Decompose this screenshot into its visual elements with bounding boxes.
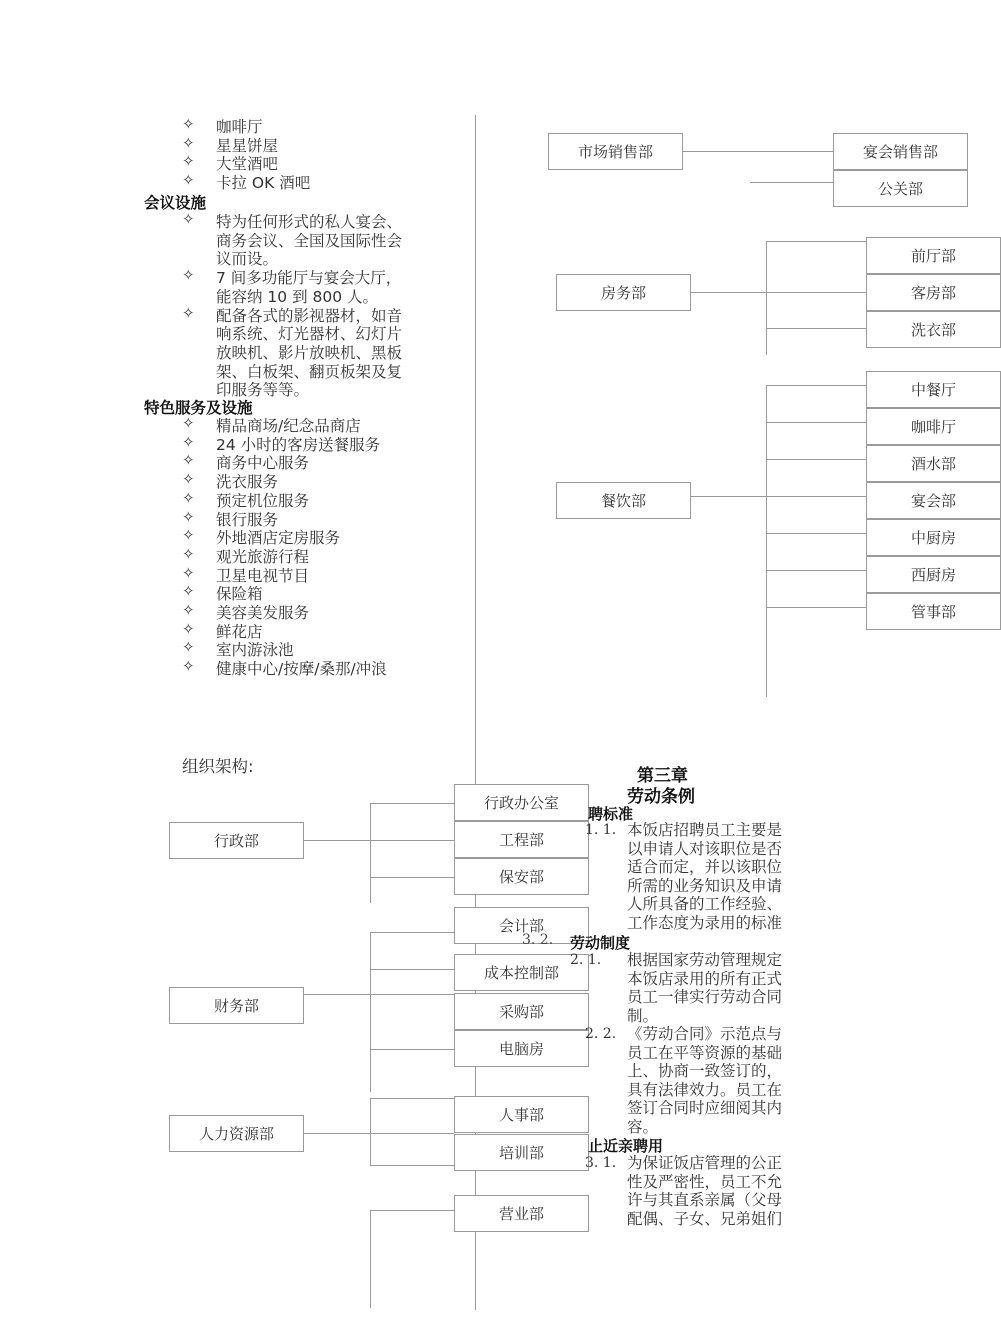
chapter-title: 劳动条例 bbox=[627, 787, 695, 807]
paragraph-line: 性及严密性，员工不允 bbox=[627, 1172, 783, 1191]
connector bbox=[683, 151, 833, 152]
org-box-personnel: 人事部 bbox=[454, 1096, 589, 1133]
connector bbox=[766, 422, 866, 423]
bullet-text: 商务中心服务 bbox=[216, 454, 310, 473]
bullet-icon: ✧ bbox=[182, 507, 195, 526]
org-box-marketing: 市场销售部 bbox=[548, 133, 683, 170]
connector bbox=[766, 607, 866, 608]
org-box-admin: 行政部 bbox=[169, 822, 304, 859]
section-heading-recruit: 聘标准 bbox=[588, 805, 634, 823]
connector bbox=[370, 1098, 371, 1166]
org-box-purchasing: 采购部 bbox=[454, 993, 589, 1030]
org-box-admin-office: 行政办公室 bbox=[454, 784, 589, 821]
org-box-security: 保安部 bbox=[454, 858, 589, 895]
bullet-text: 银行服务 bbox=[216, 510, 279, 529]
connector bbox=[370, 932, 454, 933]
org-box-laundry: 洗衣部 bbox=[866, 311, 1001, 348]
item-number: 3. 1. bbox=[585, 1155, 617, 1171]
bullet-text: 配备各式的影视器材，如音 bbox=[216, 306, 403, 325]
section-heading-special: 特色服务及设施 bbox=[144, 399, 253, 417]
bullet-text: 洗衣服务 bbox=[216, 473, 279, 492]
paragraph-line: 本饭店录用的所有正式 bbox=[627, 969, 783, 988]
paragraph-recruit bbox=[627, 821, 782, 932]
connector bbox=[766, 241, 767, 355]
connector bbox=[370, 803, 454, 804]
section-number: 3. 2. bbox=[522, 932, 554, 948]
bullet-icon: ✧ bbox=[182, 657, 195, 676]
connector bbox=[370, 877, 454, 878]
paragraph-labor-2 bbox=[627, 1025, 782, 1136]
connector bbox=[370, 1165, 454, 1166]
bullet-text: 大堂酒吧 bbox=[216, 155, 279, 174]
org-box-cost-control: 成本控制部 bbox=[454, 954, 589, 991]
org-box-fnb: 餐饮部 bbox=[556, 482, 691, 519]
connector bbox=[766, 292, 866, 293]
connector bbox=[370, 1210, 454, 1211]
paragraph-line: 员工一律实行劳动合同 bbox=[627, 988, 783, 1006]
paragraph-line: 上、协商一致签订的， bbox=[627, 1062, 783, 1080]
bullet-text: 健康中心/按摩/桑那/冲浪 bbox=[216, 660, 387, 679]
bullet-text: 室内游泳池 bbox=[216, 641, 294, 660]
org-box-stewarding: 管事部 bbox=[866, 593, 1001, 630]
org-box-sales: 营业部 bbox=[454, 1195, 589, 1232]
bullet-text: 星星饼屋 bbox=[216, 136, 279, 155]
org-box-chinese-restaurant: 中餐厅 bbox=[866, 371, 1001, 408]
paragraph-line: 本饭店招聘员工主要是 bbox=[627, 821, 783, 839]
paragraph-line: 所需的业务知识及申请 bbox=[627, 876, 783, 895]
connector bbox=[304, 840, 454, 841]
bullet-text: 精品商场/纪念品商店 bbox=[216, 417, 361, 435]
connector bbox=[766, 385, 866, 386]
bullet-text: 预定机位服务 bbox=[216, 491, 310, 510]
bullet-icon: ✧ bbox=[182, 266, 195, 285]
org-box-western-kitchen: 西厨房 bbox=[866, 556, 1001, 593]
bullet-text: 咖啡厅 bbox=[216, 118, 263, 136]
connector bbox=[370, 1098, 454, 1099]
bullet-icon: ✧ bbox=[182, 303, 195, 322]
bullet-icon: ✧ bbox=[182, 601, 195, 619]
item-number: 2. 1. bbox=[570, 952, 602, 968]
bullet-text: 商务会议、全国及国际性会 bbox=[216, 231, 403, 250]
bullet-icon: ✧ bbox=[182, 544, 195, 563]
paragraph-line: 签订合同时应细阅其内 bbox=[627, 1099, 783, 1117]
connector bbox=[766, 385, 767, 697]
bullet-text: 卡拉 OK 酒吧 bbox=[216, 174, 311, 193]
bullet-text: 议而设。 bbox=[216, 250, 279, 269]
paragraph-line: 以申请人对该职位是否 bbox=[627, 839, 783, 858]
paragraph-line: 员工在平等资源的基础 bbox=[627, 1043, 783, 1062]
connector bbox=[370, 1210, 371, 1308]
bullet-text: 外地酒店定房服务 bbox=[216, 529, 341, 548]
connector bbox=[370, 1049, 454, 1050]
bullet-text: 保险箱 bbox=[216, 585, 263, 604]
bullet-text: 响系统、灯光器材、幻灯片 bbox=[216, 325, 403, 344]
paragraph-labor-1 bbox=[627, 951, 782, 1025]
connector bbox=[370, 969, 454, 970]
org-box-training: 培训部 bbox=[454, 1134, 589, 1171]
bullet-text: 放映机、影片放映机、黑板 bbox=[216, 343, 403, 362]
paragraph-line: 人所具备的工作经验、 bbox=[627, 895, 783, 913]
connector bbox=[766, 570, 866, 571]
paragraph-line: 具有法律效力。员工在 bbox=[627, 1080, 783, 1099]
section-heading-relatives: 止近亲聘用 bbox=[588, 1137, 664, 1155]
org-box-rooms: 房务部 bbox=[556, 274, 691, 311]
connector bbox=[766, 496, 866, 497]
org-box-hr: 人力资源部 bbox=[169, 1115, 304, 1152]
org-box-front-office: 前厅部 bbox=[866, 237, 1001, 274]
bullet-icon: ✧ bbox=[182, 582, 195, 601]
bullet-text: 鲜花店 bbox=[216, 622, 263, 641]
connector bbox=[766, 328, 866, 329]
org-box-pr: 公关部 bbox=[833, 170, 968, 207]
paragraph-line: 适合而定，并以该职位 bbox=[627, 858, 783, 876]
org-box-banquet: 宴会部 bbox=[866, 482, 1001, 519]
bullet-icon: ✧ bbox=[182, 133, 195, 152]
bullet-icon: ✧ bbox=[182, 619, 195, 638]
connector bbox=[750, 182, 834, 183]
connector bbox=[304, 1133, 454, 1134]
bullet-text: 观光旅游行程 bbox=[216, 547, 310, 566]
connector bbox=[766, 241, 866, 242]
bullet-icon: ✧ bbox=[182, 152, 195, 171]
bullet-text: 印服务等等。 bbox=[216, 381, 310, 400]
org-box-housekeeping: 客房部 bbox=[866, 274, 1001, 311]
connector bbox=[766, 459, 866, 460]
paragraph-line: 许与其直系亲属（父母 bbox=[627, 1191, 783, 1209]
connector bbox=[766, 533, 866, 534]
paragraph-line: 为保证饭店管理的公正 bbox=[627, 1154, 783, 1172]
item-number: 2. 2. bbox=[585, 1026, 617, 1042]
bullet-text: 能容纳 10 到 800 人。 bbox=[216, 287, 379, 306]
org-box-finance: 财务部 bbox=[169, 987, 304, 1024]
bullet-icon: ✧ bbox=[182, 451, 195, 470]
connector bbox=[304, 994, 454, 995]
org-chart-label: 组织架构: bbox=[182, 757, 254, 776]
bullet-icon: ✧ bbox=[182, 470, 195, 489]
bullet-icon: ✧ bbox=[182, 414, 195, 432]
paragraph-line: 容。 bbox=[627, 1117, 659, 1136]
connector bbox=[370, 803, 371, 903]
org-box-beverage: 酒水部 bbox=[866, 445, 1001, 482]
bullet-text: 7 间多功能厅与宴会大厅， bbox=[216, 269, 402, 288]
paragraph-line: 《劳动合同》示范点与 bbox=[627, 1025, 783, 1043]
bullet-icon: ✧ bbox=[182, 171, 195, 190]
bullet-text: 架、白板架、翻页板架及复 bbox=[216, 362, 403, 381]
org-box-accounting: 会计部 bbox=[454, 907, 589, 944]
bullet-icon: ✧ bbox=[182, 526, 195, 545]
paragraph-line: 制。 bbox=[627, 1006, 659, 1025]
bullet-icon: ✧ bbox=[182, 432, 195, 451]
chapter-number: 第三章 bbox=[637, 766, 688, 786]
connector bbox=[691, 292, 766, 293]
bullet-text: 卫星电视节目 bbox=[216, 566, 310, 585]
org-box-chinese-kitchen: 中厨房 bbox=[866, 519, 1001, 556]
bullet-icon: ✧ bbox=[182, 638, 195, 657]
bullet-icon: ✧ bbox=[182, 210, 195, 228]
org-box-coffee-shop: 咖啡厅 bbox=[866, 408, 1001, 445]
paragraph-line: 配偶、子女、兄弟姐们 bbox=[627, 1209, 783, 1228]
paragraph-relatives bbox=[627, 1154, 782, 1228]
org-box-computer-room: 电脑房 bbox=[454, 1030, 589, 1067]
paragraph-line: 工作态度为录用的标准 bbox=[627, 913, 783, 932]
org-box-banquet-sales: 宴会销售部 bbox=[833, 133, 968, 170]
paragraph-line: 根据国家劳动管理规定 bbox=[627, 951, 783, 969]
section-heading-meeting: 会议设施 bbox=[144, 194, 207, 212]
bullet-icon: ✧ bbox=[182, 563, 195, 582]
bullet-text: 24 小时的客房送餐服务 bbox=[216, 435, 381, 454]
item-number: 1. 1. bbox=[585, 822, 617, 838]
bullet-text: 特为任何形式的私人宴会、 bbox=[216, 213, 403, 231]
org-box-engineering: 工程部 bbox=[454, 821, 589, 858]
connector bbox=[370, 932, 371, 1092]
section-heading-labor: 劳动制度 bbox=[570, 934, 631, 952]
bullet-icon: ✧ bbox=[182, 115, 195, 133]
bullet-text: 美容美发服务 bbox=[216, 604, 310, 622]
bullet-icon: ✧ bbox=[182, 488, 195, 507]
